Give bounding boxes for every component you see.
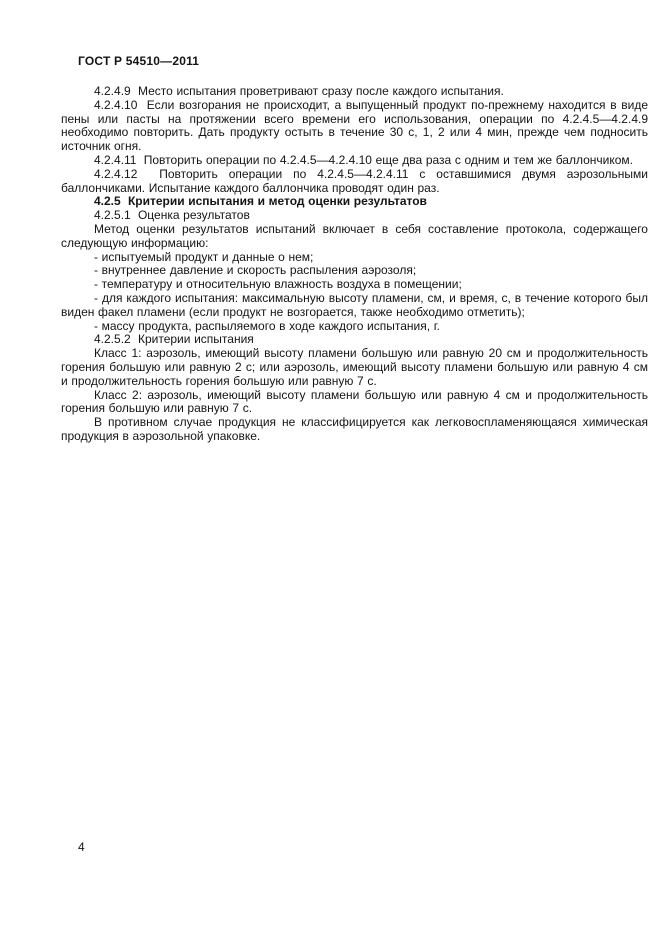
page-number: 4 bbox=[78, 840, 85, 854]
para-4-2-5-1: 4.2.5.1 Оценка результатов bbox=[94, 208, 250, 223]
list-item-temperature: - температуру и относительную влажность воздуха в помещении; bbox=[94, 277, 462, 292]
heading-4-2-5: 4.2.5 Критерии испытания и метод оценки результатов bbox=[94, 194, 427, 209]
document-number-header: ГОСТ Р 54510—2011 bbox=[78, 54, 200, 68]
para-4-2-4-9: 4.2.4.9 Место испытания проветривают сразу после каждого испытания. bbox=[94, 84, 504, 98]
list-item-pressure: - внутреннее давление и скорость распыления аэрозоля; bbox=[94, 263, 417, 278]
document-body bbox=[61, 85, 648, 444]
list-item-product: - испытуемый продукт и данные о нем; bbox=[94, 249, 314, 264]
list-item-flame-height: - для каждого испытания: максимальную высоту пламени, см, и время, с, в течение которого был виден факел пламени (если продукт не возгорается, также необходимо отметить); bbox=[61, 290, 648, 319]
para-class-1: Класс 1: аэрозоль, имеющий высоту пламени большую или равную 20 см и продолжительность горения большую или равную 2 с; или аэрозоль, имеющий высоту пламени большую или равную 4 см и продолжительность горения большую или равную 7 с. bbox=[61, 346, 648, 388]
para-4-2-4-11: 4.2.4.11 Повторить операции по 4.2.4.5—4.2.4.10 еще два раза с одним и тем же баллончиком. bbox=[94, 152, 634, 167]
para-not-classified: В противном случае продукция не классифицируется как легковоспламеняющаяся химическая продукция в аэрозольной упаковке. bbox=[61, 415, 648, 443]
para-4-2-5-2: 4.2.5.2 Критерии испытания bbox=[94, 332, 254, 347]
list-item-mass: - массу продукта, распыляемого в ходе каждого испытания, г. bbox=[94, 318, 440, 333]
para-4-2-4-12: 4.2.4.12 Повторить операции по 4.2.4.5—4.2.4.11 с оставшимися двумя аэрозольными баллончиками. Испытание каждого баллончика проводят один раз. bbox=[61, 166, 648, 195]
para-class-2: Класс 2: аэрозоль, имеющий высоту пламени большую или равную 4 см и продолжительность горения большую или равную 7 с. bbox=[61, 387, 648, 416]
para-4-2-4-10: 4.2.4.10 Если возгорания не происходит, а выпущенный продукт по-прежнему находится в виде пены или пасты на протяжении всего времени его использования, операции по 4.2.4.5—4.2.4.9 необходимо повторить. Дать продукту остыть в течение 30 с, 1, 2 или 4 мин, прежде чем подносить источник огня. bbox=[61, 97, 648, 154]
para-method-intro: Метод оценки результатов испытаний включает в себя составление протокола, содержащего следующую информацию: bbox=[61, 221, 648, 250]
